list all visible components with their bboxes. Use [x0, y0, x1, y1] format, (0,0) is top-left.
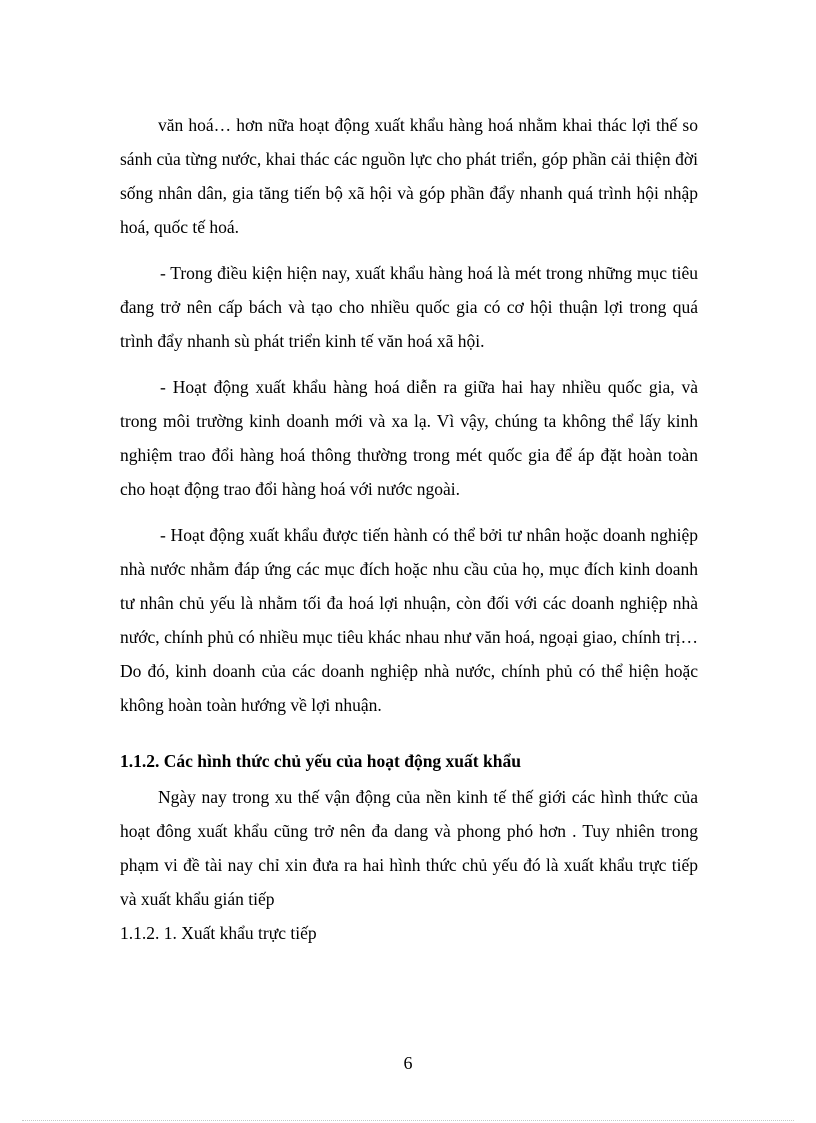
paragraph-current-conditions: - Trong điều kiện hiện nay, xuất khẩu hàng hoá là mét trong những mục tiêu đang trở nên cấp bách và tạo cho nhiều quốc gia có cơ hội thuận lợi trong quá trình đẩy nhanh sù phát triển kinh tế văn hoá xã hội.: [120, 263, 698, 351]
paragraph-international-trade: - Hoạt động xuất khẩu hàng hoá diễn ra giữa hai hay nhiều quốc gia, và trong môi trường kinh doanh mới và xa lạ. Vì vậy, chúng ta không thể lấy kinh nghiệm trao đổi hàng hoá thông thường trong mét quốc gia để áp đặt hoàn toàn cho hoạt động trao đổi hàng hoá với nước ngoài.: [120, 377, 698, 499]
paragraph-private-state-enterprises: - Hoạt động xuất khẩu được tiến hành có thể bởi tư nhân hoặc doanh nghiệp nhà nước nhằm đáp ứng các mục đích hoặc nhu cầu của họ, mục đích kinh doanh tư nhân chủ yếu là nhằm tối đa hoá lợi nhuận, còn đối với các doanh nghiệp nhà nước, chính phủ có nhiều mục tiêu khác nhau như văn hoá, ngoại giao, chính trị… Do đó, kinh doanh của các doanh nghiệp nhà nước, chính phủ có thể hiện hoặc không hoàn toàn hướng về lợi nhuận.: [120, 525, 698, 715]
page-body: [120, 108, 698, 950]
section-heading: 1.1.2. Các hình thức chủ yếu của hoạt động xuất khẩu: [120, 751, 521, 771]
page-number: 6: [403, 1053, 413, 1073]
page-bottom-divider: [22, 1120, 794, 1121]
subsection-heading: 1.1.2. 1. Xuất khẩu trực tiếp: [120, 923, 317, 943]
paragraph-intro: văn hoá… hơn nữa hoạt động xuất khẩu hàng hoá nhằm khai thác lợi thế so sánh của từng nước, khai thác các nguồn lực cho phát triển, góp phần cải thiện đời sống nhân dân, gia tăng tiến bộ xã hội và góp phần đẩy nhanh quá trình hội nhập hoá, quốc tế hoá.: [120, 115, 698, 237]
section-paragraph: Ngày nay trong xu thế vận động của nền kinh tế thế giới các hình thức của hoạt đông xuất khẩu cũng trở nên đa dang và phong phó hơn . Tuy nhiên trong phạm vi đề tài nay chỉ xin đưa ra hai hình thức chủ yếu đó là xuất khẩu trực tiếp và xuất khẩu gián tiếp: [120, 787, 698, 909]
